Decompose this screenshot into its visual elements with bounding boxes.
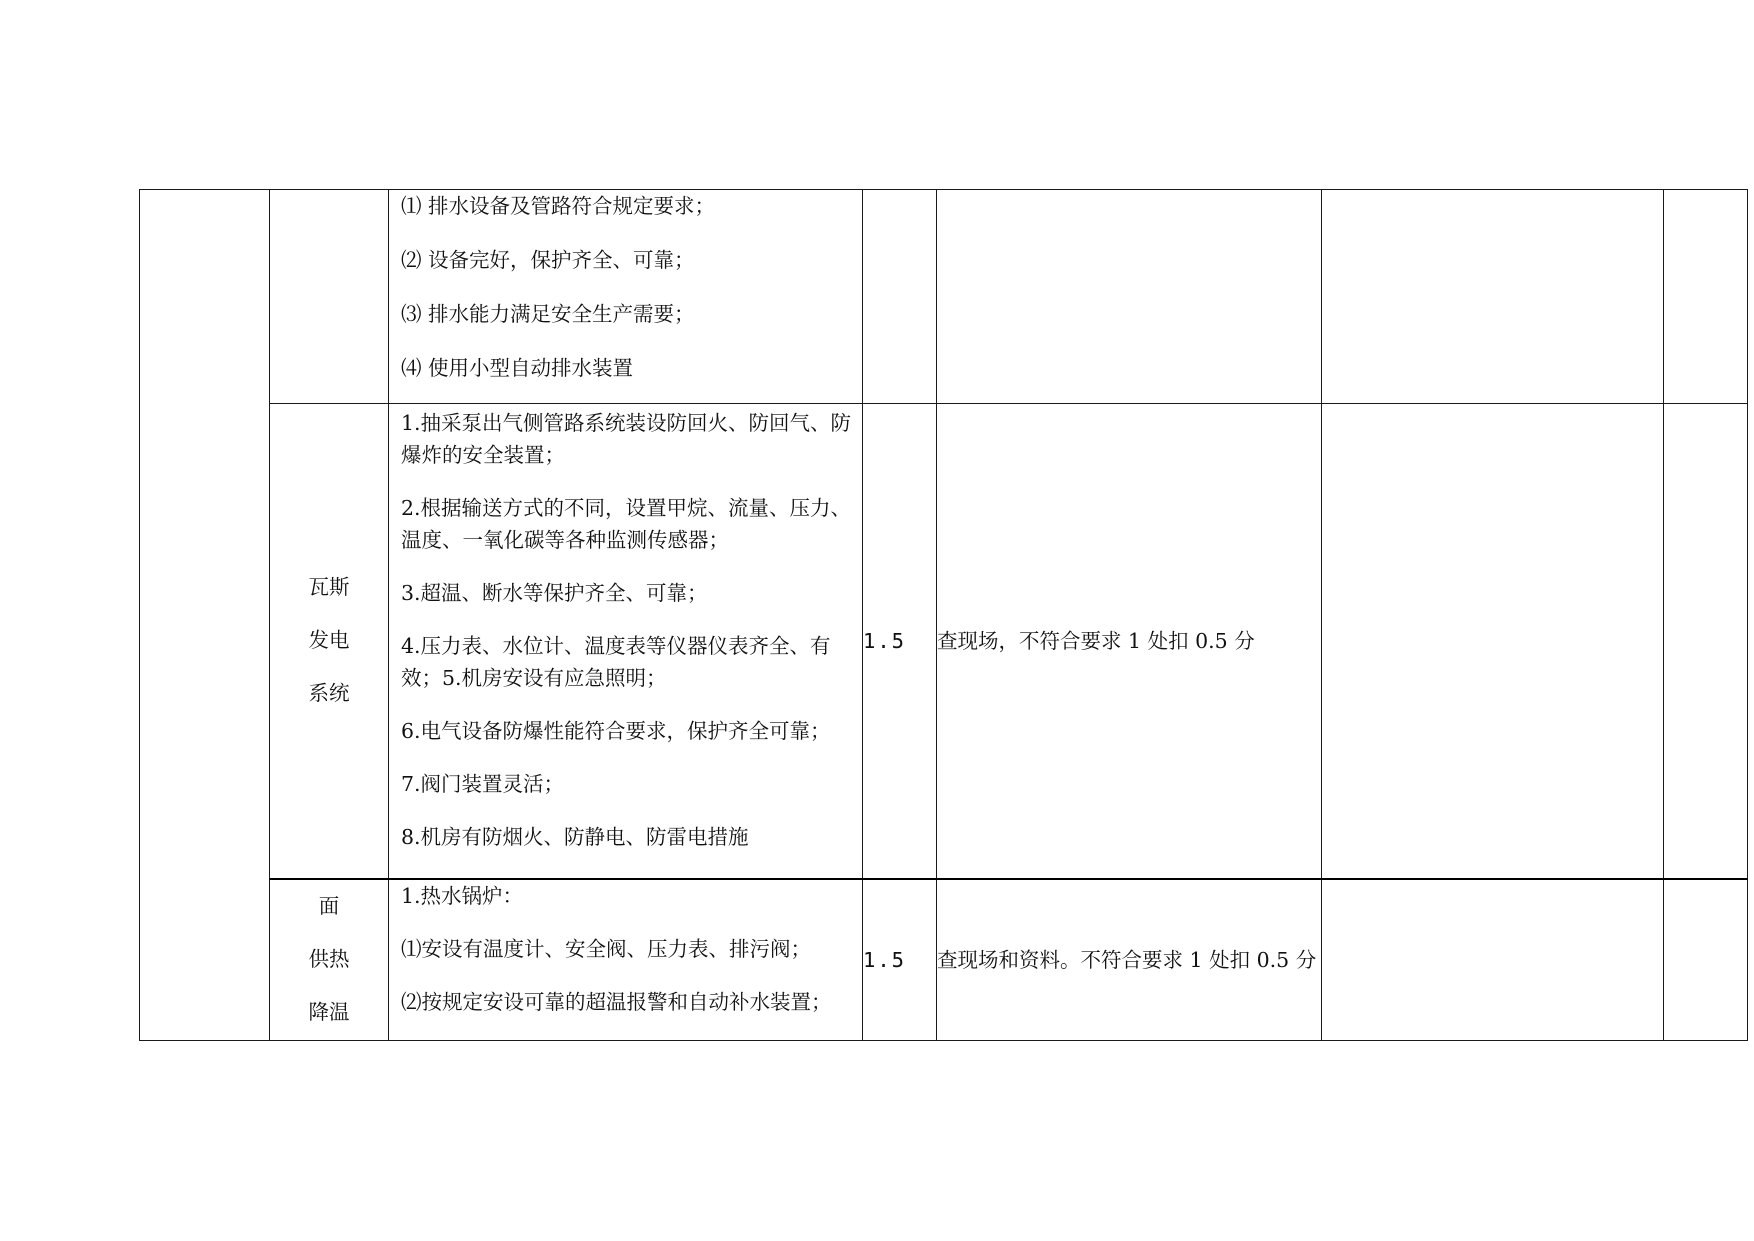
requirement-item: 6.电气设备防爆性能符合要求，保护齐全可靠； [401,719,831,743]
requirement-item: ⑵按规定安设可靠的超温报警和自动补水装置； [401,989,832,1014]
score-cell: 1.5 [863,404,937,879]
table-row [140,404,1748,879]
requirement-item: 4.压力表、水位计、温度表等仪器仪表齐全、有效；5.机房安设有应急照明； [401,634,831,690]
project-name-line: 供热 [308,946,350,971]
project-name-line: 系统 [308,681,350,706]
requirement-item: 3.超温、断水等保护齐全、可靠； [401,581,708,605]
requirements-cell [389,879,863,1041]
requirement-item: 2.根据输送方式的不同，设置甲烷、流量、压力、温度、一氧化碳等各种监测传感器； [401,496,852,552]
project-cell [270,190,389,404]
method-cell [937,190,1322,404]
standards-table [139,189,1748,1041]
requirement-item: ⑴ 排水设备及管路符合规定要求； [401,194,716,218]
project-name-line: 面 [318,893,340,918]
table-row [140,190,1748,404]
requirement-item: 1.热水锅炉： [401,883,524,908]
remark-cell [1322,404,1664,879]
method-cell: 查现场，不符合要求 1 处扣 0.5 分 [937,404,1322,879]
remark-cell [1322,190,1664,404]
project-name-line: 降温 [308,999,350,1024]
requirement-item: ⑴安设有温度计、安全阀、压力表、排污阀； [401,936,811,961]
requirement-item: 7.阀门装置灵活； [401,772,565,796]
requirement-item: 1.抽采泵出气侧管路系统装设防回火、防回气、防爆炸的安全装置； [401,411,852,467]
project-cell [270,404,389,879]
points-cell [1664,190,1748,404]
project-name-line: 瓦斯 [308,575,350,600]
requirement-item: 8.机房有防烟火、防静电、防雷电措施 [401,825,749,849]
requirements-cell [389,404,863,879]
requirements-cell [389,190,863,404]
requirement-item: ⑵ 设备完好，保护齐全、可靠； [401,248,695,272]
points-cell [1664,879,1748,1041]
method-cell: 查现场和资料。不符合要求 1 处扣 0.5 分 [937,879,1322,1041]
remark-cell [1322,879,1664,1041]
points-cell [1664,404,1748,879]
project-cell [270,879,389,1041]
category-cell [140,190,270,1041]
score-cell: 1.5 [863,879,937,1041]
table-row [140,879,1748,1041]
score-cell [863,190,937,404]
requirement-item: ⑶ 排水能力满足安全生产需要； [401,302,695,326]
project-name-line: 发电 [308,628,350,653]
requirement-item: ⑷ 使用小型自动排水装置 [401,356,634,380]
